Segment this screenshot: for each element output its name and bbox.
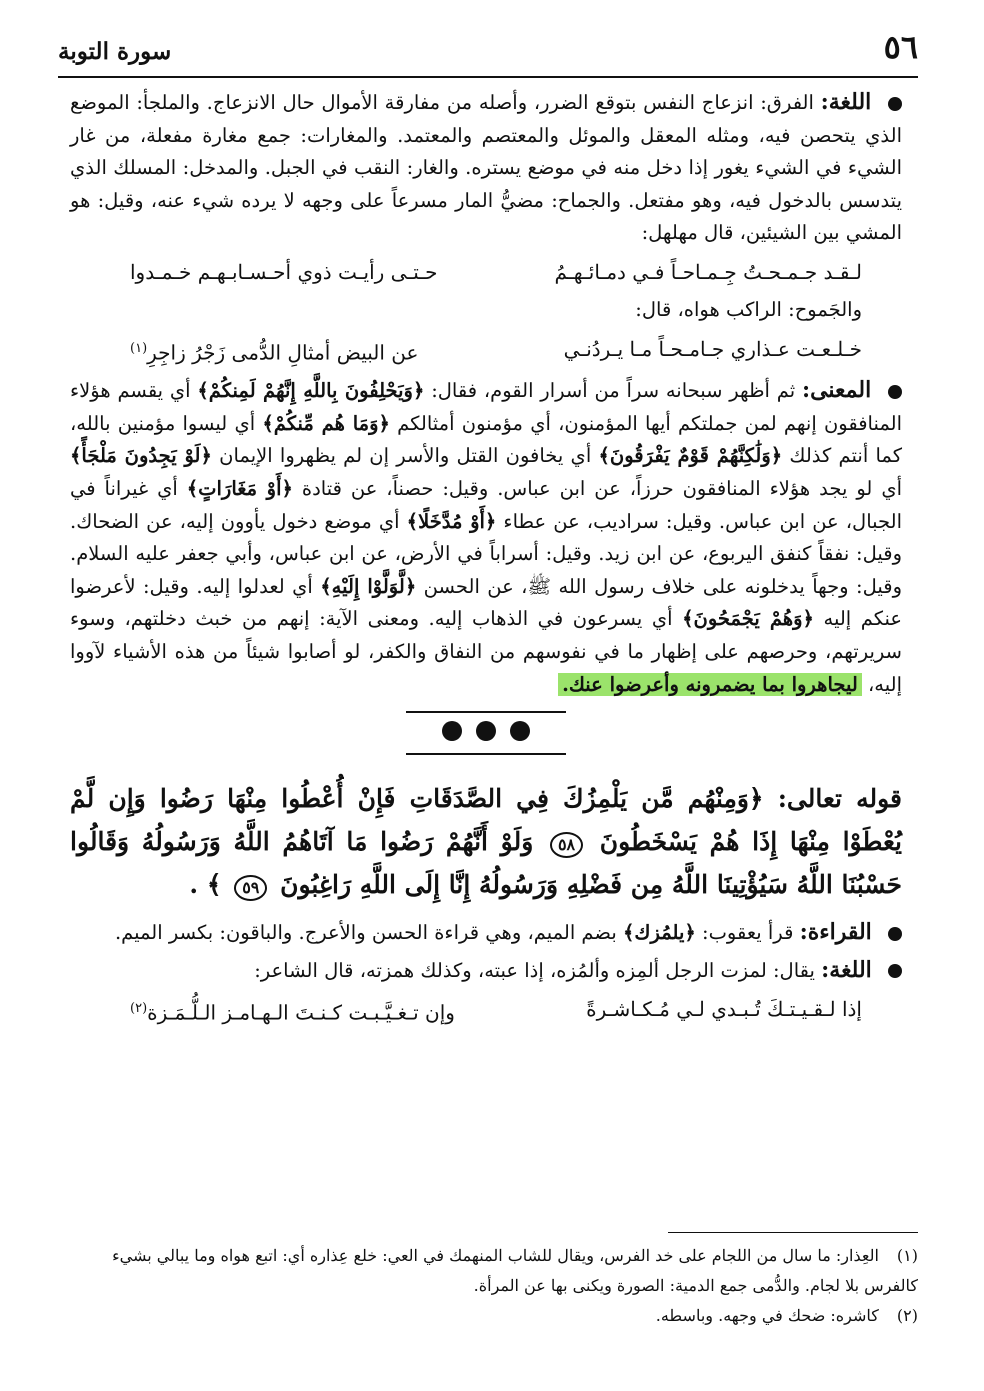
footnote-text: كاشره: ضحك في وجهه. وباسطه. bbox=[655, 1306, 879, 1325]
section-text: أي لعدلوا إليه. وقيل: لأعرضوا عنكم إليه bbox=[70, 574, 902, 631]
poem-verse-2 bbox=[70, 331, 902, 371]
quran-quote: ﴿أَوْ مَغَارَاتٍ﴾ bbox=[186, 477, 293, 500]
separator-dots bbox=[442, 721, 530, 741]
poem-intro: والجَموح: الراكب هواه، قال: bbox=[635, 297, 862, 321]
quran-quote: ﴿وَهُمْ يَجْمَحُونَ﴾ bbox=[682, 607, 814, 631]
footnote-ref: (١) bbox=[130, 340, 148, 356]
poem-hemistich bbox=[130, 991, 455, 1031]
poem-text: وإن تـغـيَّـبـت كـنـتَ الـهـامـز الـلُّـمَـزة bbox=[147, 1001, 455, 1025]
section-text: أي يسرعون في الذهاب إليه. ومعنى الآية: إنهم من خبث دخلتهم، وسوء سريرتهم، وحرصهم على إظهار ما في نفوسهم من النفاق والكفر، لو أصابوا شيئاً من هذه الأشياء لآووا إليه، bbox=[70, 607, 902, 696]
surah-title: سورة التوبة bbox=[58, 38, 172, 65]
verse-text: ﴿وَمِنْهُم مَّن يَلْمِزُكَ فِي الصَّدَقَاتِ فَإِنْ أُعْطُوا مِنْهَا رَضُوا وَإِن لَّمْ يُعْطَوْا مِنْهَا إِذَا هُمْ يَسْخَطُونَ bbox=[70, 784, 902, 857]
section-keyword: اللغة: bbox=[820, 89, 872, 115]
poem-hemistich bbox=[130, 331, 418, 371]
section-text: يقال: لمزت الرجل ألمِزه وألمُزه، إذا عبته، وكذلك همزته، قال الشاعر: bbox=[254, 958, 815, 982]
dot-icon bbox=[442, 721, 462, 741]
footnote-number: (١) bbox=[896, 1246, 918, 1265]
bullet-icon bbox=[888, 97, 902, 111]
quran-quote: ﴿وَلَٰكِنَّهُمْ قَوْمٌ يَفْرَقُونَ﴾ bbox=[598, 444, 783, 468]
footnote-rule bbox=[668, 1232, 918, 1233]
quran-quote: ﴿أَوْ مُدَّخَلًا﴾ bbox=[406, 509, 497, 533]
section-keyword: القراءة: bbox=[799, 919, 872, 946]
poem-verse-1 bbox=[70, 254, 902, 290]
section-text: بضم الميم، وهي قراءة الحسن والأعرج. والباقون: بكسر الميم. bbox=[114, 921, 623, 945]
section-text: الفرق: انزعاج النفس بتوقع الضرر، وأصله من مفارقة الأموال حال الانزعاج. والملجأ: الموضع الذي يتحصن فيه، ومثله المعقل والموئل والمعتصم والمعتمد. والمغارات: جمع مغارة مفعلة، من غار الشيء في الشيء يغور إذا دخل منه في موضع يستره. والغار: النقب في الجبل. والمدخل: المسلك الذي يتدسس بالدخول فيه، وهو مفتعل. والجماح: مضيُّ المار مسرعاً على وجهه لا يرده شيء عنه، وقيل: هو المشي بين الشيئين، قال مهلهل: bbox=[70, 91, 902, 245]
poem-hemistich: حـتـى رأيـت ذوي أحـسـابـهـم خـمـدوا bbox=[130, 259, 438, 284]
poem-verse-3 bbox=[70, 991, 902, 1031]
section-text: أي لو يجد هؤلاء المنافقون حرزاً، عن ابن عباس. وقيل: حصناً، عن قتادة bbox=[292, 477, 902, 500]
reading-section bbox=[70, 916, 902, 950]
main-content bbox=[70, 86, 902, 1035]
verse-text: وَلَوْ أَنَّهُمْ رَضُوا مَا آتَاهُمُ اللَّهُ وَرَسُولُهُ وَقَالُوا حَسْبُنَا اللَّهُ سَيُؤْتِينَا اللَّهُ مِن فَضْلِهِ وَرَسُولُهُ إِنَّا إِلَى اللَّهِ رَاغِبُونَ bbox=[70, 827, 902, 900]
page-number: ٥٦ bbox=[883, 28, 918, 66]
page-header bbox=[58, 28, 918, 78]
bullet-icon bbox=[888, 385, 902, 399]
section-text: أي ليسوا مؤمنين بالله، كما أنتم كذلك bbox=[70, 411, 902, 468]
section-text: قرأ يعقوب: bbox=[695, 921, 794, 945]
verse-close: ﴾ . bbox=[189, 870, 222, 900]
section-text: أي موضع دخول يأوون إليه، عن الضحاك. وقيل: نفقاً كنفق اليربوع، عن ابن زيد. وقيل: أسراباً في الأرض، عن ابن عباس، وأبي جعفر عليه السلام. وقيل: وجهاً يدخلونه على خلاف رسول الله ﷺ، عن الحسن bbox=[70, 509, 902, 598]
meaning-section bbox=[70, 374, 902, 701]
language-section-2 bbox=[70, 954, 902, 988]
section-text: أي غيراناً في الجبال، عن ابن عباس. وقيل: سراديب، عن عطاء bbox=[70, 477, 902, 533]
verse-number-marker: ٥٨ bbox=[550, 832, 583, 858]
section-text: أي يقسم هؤلاء المنافقون إنهم لمن جملتكم أيها المؤمنون، أي مؤمنون أمثالكم bbox=[70, 379, 902, 435]
footnote-ref: (٢) bbox=[130, 1001, 148, 1017]
footnote-text: العِذار: ما سال من اللجام على خد الفرس، ويقال للشاب المنهمك في العي: خلع عِذاره أي: اتبع هواه وما يبالي بشيء كالفرس بلا لجام. والدُّمى جمع الدمية: الصورة ويكنى بها عن المرأة. bbox=[112, 1246, 918, 1295]
highlighted-text: ليجاهروا بما يضمرونه وأعرضوا عنك. bbox=[558, 673, 862, 696]
section-separator bbox=[70, 707, 902, 769]
poem-hemistich: إذا لـقـيـتـكَ تُـبـدي لـي مُـكـاشـرةً bbox=[586, 997, 862, 1022]
bullet-icon bbox=[888, 964, 902, 978]
quran-quote: ﴿لَوْ يَجِدُونَ مَلْجَأً﴾ bbox=[70, 444, 212, 468]
verse-number-marker: ٥٩ bbox=[234, 875, 267, 901]
quran-quote: ﴿يلمُزك﴾ bbox=[622, 921, 696, 945]
section-text: أي يخافون القتل والأسر إن لم يظهروا الإيمان bbox=[211, 444, 599, 468]
quran-verse-block bbox=[70, 777, 902, 906]
section-text: ثم أظهر سبحانه سراً من أسرار القوم، فقال: bbox=[424, 379, 796, 403]
bullet-icon bbox=[888, 927, 902, 941]
poem-hemistich: خـلـعـت عـذاري جـامـحـاً مـا يـردُنـي bbox=[563, 336, 862, 361]
separator-line bbox=[406, 753, 566, 755]
footnote-number: (٢) bbox=[896, 1306, 918, 1325]
separator-line bbox=[406, 711, 566, 713]
poem-hemistich: لـقـد جـمـحـتُ جِـمـاحـاً فـي دمـائـهـمُ bbox=[554, 259, 862, 284]
section-keyword: اللغة: bbox=[821, 956, 872, 983]
language-section-1 bbox=[70, 86, 902, 250]
footnotes bbox=[66, 1232, 918, 1331]
quran-quote: ﴿وَمَا هُم مِّنكُمْ﴾ bbox=[262, 411, 390, 435]
footnote-item bbox=[66, 1241, 918, 1301]
poem-text: عن البيض أمثالِ الدُّمى زَجْرُ زاجِرِ bbox=[147, 340, 419, 365]
section-keyword: المعنى: bbox=[801, 377, 872, 404]
quran-quote: ﴿وَيَحْلِفُونَ بِاللَّهِ إِنَّهُمْ لَمِنكُمْ﴾ bbox=[197, 379, 425, 403]
verse-intro: قوله تعالى: bbox=[777, 784, 902, 814]
dot-icon bbox=[476, 721, 496, 741]
quran-quote: ﴿لَّوَلَّوْا إِلَيْهِ﴾ bbox=[320, 574, 417, 598]
dot-icon bbox=[510, 721, 530, 741]
footnote-item bbox=[66, 1301, 918, 1331]
